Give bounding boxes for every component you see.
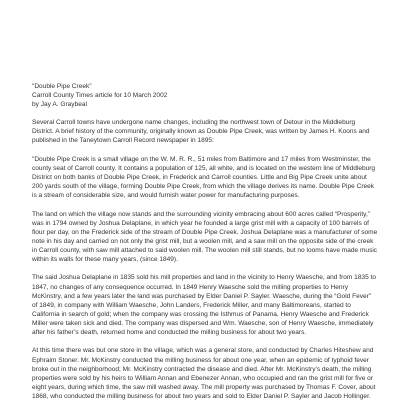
paragraph-mill-sale: The said Joshua Delaplane in 1835 sold his mill properties and land in the vicinity to Henry Waesche, and from 1835 to 1847, no changes of any consequence occurred. In 1849 Henry Waesche sold the milling properties to Henry McKinstry, and a few years later the land was purchased by Elder Daniel P. Sayler. Waesche, during the “Gold Fever” of 1849, in company with William Waesche, John Landers, Frederick Miller, and many Baltimoreans, started to California in search of gold; when the company was crossing the Isthmus of Panama, Henry Waesche and Frederick Miller were taken sick and died. The company was dispersed and Wm. Waesche, son of Henry Waesche, immediately after his father’s death, returned home and conducted the milling business for about two years. — [32, 274, 377, 337]
paragraph-land-history: The land on which the village now stands and the surrounding vicinity embracing about 600 acres called “Prosperity,” was in 1794 owned by Joshua Delaplane, in which year he founded a large grist mill with a capacity of 100 barrels of flour per day, on the Frederick side of the stream of Double Pipe Creek. Joshua Delaplane was a manufacturer of some note in his day and carried on not only the grist mill, but a woolen mill, and a saw mill on the opposite side of the creek in Carroll county, with saw mill attached to said woolen mill. The woolen mill still stands, but no looms have made music within its walls for these many years, (since 1849). — [32, 210, 378, 264]
paragraph-store-history: At this time there was but one store in the village, which was a general store, and conducted by Charles Hiteshew and Ephraim Stoner. Mr. McKinstry conducted the milling business for about one year, when an epidemic of typhoid fever broke out in the neighborhood; Mr. McKinstry contracted the disease and died. After Mr. McKinstry’s death, the milling properties were sold by his heirs to William Annan and Ebenezer Annan, who occupied and ran the grist mill for five or eight years, during which time, the saw mill washed away. The mill property was purchased by Thomas F. Cover, about 1868, who conducted the milling business for about two years and sold to Elder Daniel P. Sayler and Jacob Hollinger. — [32, 347, 376, 400]
article-byline: by Jay A. Graybeal — [32, 101, 87, 109]
paragraph-village-description: "Double Pipe Creek is a small village on the W. M. R. R., 51 miles from Baltimore and 17 miles from Westminster, the county seat of Carroll county. It contains a population of 125, all white, and is located on the western line of Middleburg District on both banks of Double Pipe Creek, in Frederick and Carroll counties. Little and Big Pipe Creek unite about 200 yards south of the village, forming Double Pipe Creek, from which the village derives its name. Double Pipe Creek is a stream of considerable size, and would furnish water power for manufacturing purposes. — [32, 155, 376, 200]
article-header — [32, 82, 378, 109]
paragraph-intro: Several Carroll towns have undergone name changes, including the northwest town of Detour in the Middleburg District. A brief history of the community, originally known as Double Pipe Creek, was written by James H. Koons and published in the Taneytown Carroll Record newspaper in 1895: — [32, 119, 370, 145]
article-title: "Double Pipe Creek" — [32, 83, 92, 90]
article-body — [32, 82, 378, 400]
article-subtitle: Carroll County Times article for 10 March 2002 — [32, 92, 168, 100]
